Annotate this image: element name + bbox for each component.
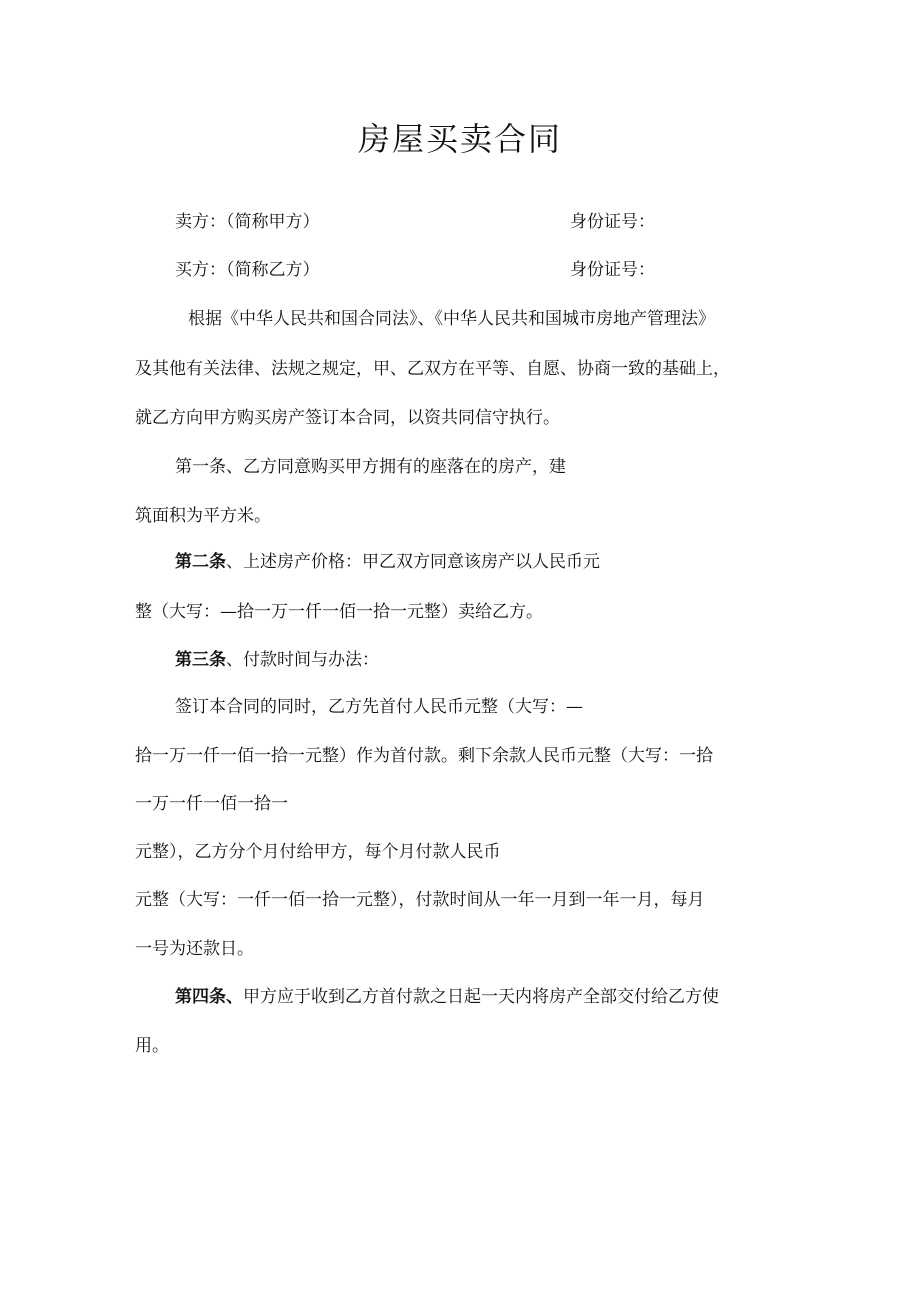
intro-line-3: 就乙方向甲方购买房产签订本合同，以资共同信守执行。	[135, 408, 560, 428]
article2-line-1	[175, 549, 600, 575]
article3-heading-text: 、付款时间与办法：	[226, 650, 379, 670]
article4-line-1	[175, 984, 719, 1010]
article1-line-2: 筑面积为平方米。	[135, 506, 271, 526]
document-title: 房屋买卖合同	[357, 120, 562, 158]
article3-heading: 第三条	[175, 650, 226, 670]
buyer-id-label: 身份证号：	[570, 260, 655, 280]
intro-line-1: 根据《中华人民共和国合同法》、《中华人民共和国城市房地产管理法》	[188, 309, 715, 329]
article2-line-2: 整（大写：—拾一万一仟一佰一拾一元整）卖给乙方。	[135, 602, 543, 622]
seller-label: 卖方：（简称甲方）	[175, 212, 320, 232]
article3-line-1: 签订本合同的同时，乙方先首付人民币元整（大写：—	[175, 697, 583, 717]
article3-heading-line	[175, 647, 379, 673]
article4-line-1-text: 甲方应于收到乙方首付款之日起一天内将房产全部交付给乙方使	[243, 987, 719, 1007]
article3-line-2: 拾一万一仟一佰一拾一元整）作为首付款。剩下余款人民币元整（大写：一拾	[135, 746, 713, 766]
intro-line-2: 及其他有关法律、法规之规定，甲、乙双方在平等、自愿、协商一致的基础上，	[135, 359, 730, 379]
article3-line-6: 一号为还款日。	[135, 939, 254, 959]
article3-line-5: 元整（大写：一仟一佰一拾一元整），付款时间从一年一月到一年一月，每月	[135, 890, 705, 910]
article3-line-3: 一万一仟一佰一拾一	[135, 794, 288, 814]
article2-line-1-text: 、上述房产价格：甲乙双方同意该房产以人民币元	[226, 552, 600, 572]
article1-line-1: 第一条、乙方同意购买甲方拥有的座落在的房产，建	[175, 457, 566, 477]
article4-line-2: 用。	[135, 1036, 169, 1056]
article4-heading: 第四条、	[175, 987, 243, 1007]
article3-line-4: 元整），乙方分个月付给甲方，每个月付款人民币	[135, 842, 501, 862]
article2-heading: 第二条	[175, 552, 226, 572]
buyer-label: 买方：（简称乙方）	[175, 260, 320, 280]
seller-id-label: 身份证号：	[570, 212, 655, 232]
